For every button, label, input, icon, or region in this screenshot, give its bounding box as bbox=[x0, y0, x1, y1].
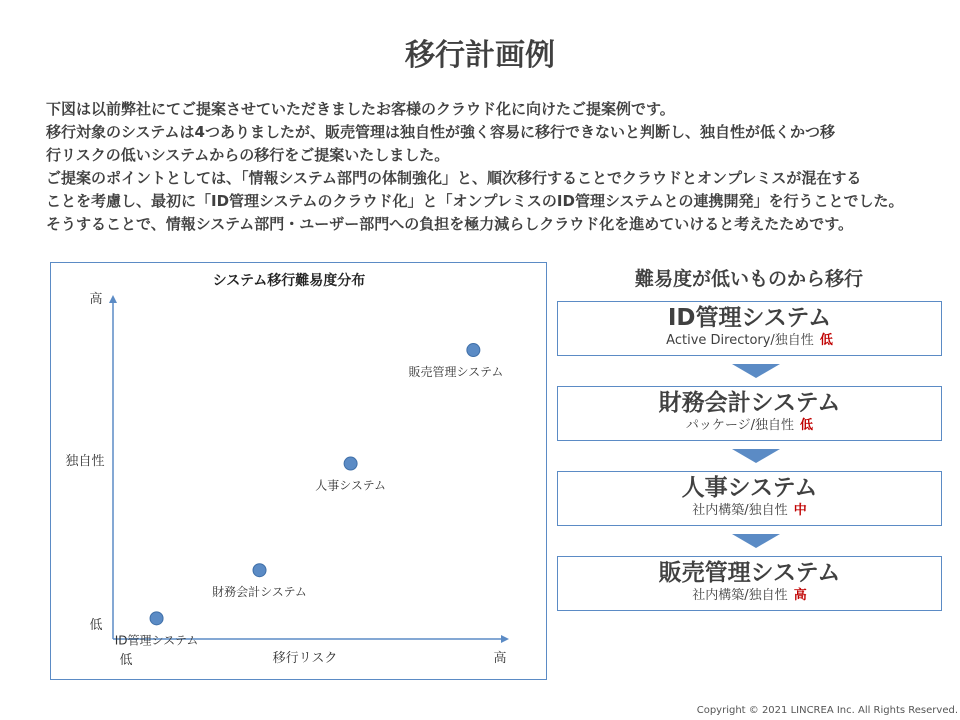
chart-svg bbox=[51, 263, 548, 681]
flow-title: 難易度が低いものから移行 bbox=[634, 268, 863, 290]
flow-step bbox=[557, 471, 942, 526]
flow-step-sub: パッケージ/独自性 bbox=[685, 418, 795, 433]
flow-step-level: 低 bbox=[819, 333, 833, 348]
intro-line: 行リスクの低いシステムからの移行をご提案いたしました。 bbox=[46, 146, 450, 164]
flow-step bbox=[557, 556, 942, 611]
down-arrow-icon bbox=[732, 449, 780, 463]
y-axis-arrow-icon bbox=[109, 295, 117, 303]
flow-step bbox=[557, 301, 942, 356]
flow-step-level: 低 bbox=[800, 418, 814, 433]
flow-step-name: ID管理システム bbox=[667, 305, 832, 331]
flow-step-name: 財務会計システム bbox=[658, 390, 841, 416]
flow-step-sub: Active Directory/独自性 bbox=[666, 333, 814, 348]
flow-step-level: 中 bbox=[793, 503, 807, 518]
intro-line: 移行対象のシステムは4つありましたが、販売管理は独自性が強く容易に移行できないと判断し、独自性が低くかつ移 bbox=[46, 123, 835, 141]
intro-line: ことを考慮し、最初に「ID管理システムのクラウド化」と「オンプレミスのID管理システムとの連携開発」を行うことでした。 bbox=[46, 192, 904, 210]
data-point bbox=[253, 564, 266, 577]
data-point bbox=[150, 612, 163, 625]
intro-text bbox=[46, 98, 936, 236]
flow-step-sub: 社内構築/独自性 bbox=[692, 503, 788, 518]
data-point-label: 人事システム bbox=[315, 478, 387, 493]
points-layer bbox=[115, 344, 504, 648]
intro-line: そうすることで、情報システム部門・ユーザー部門への負担を極力減らしクラウド化を進めていけると考えたためです。 bbox=[46, 215, 854, 233]
y-low-label: 低 bbox=[89, 618, 103, 633]
intro-line: 下図は以前弊社にてご提案させていただきましたお客様のクラウド化に向けたご提案例です。 bbox=[46, 100, 675, 118]
x-low-label: 低 bbox=[119, 653, 133, 668]
down-arrow-icon bbox=[732, 364, 780, 378]
x-axis-label: 移行リスク bbox=[272, 651, 338, 666]
flow-step-name: 販売管理システム bbox=[658, 560, 841, 586]
copyright: Copyright © 2021 LINCREA Inc. All Rights Reserved. bbox=[696, 705, 958, 716]
y-high-label: 高 bbox=[89, 292, 103, 307]
data-point-label: ID管理システム bbox=[114, 633, 199, 648]
y-axis-label: 独自性 bbox=[65, 454, 105, 469]
flow-step-level: 高 bbox=[793, 588, 807, 603]
down-arrow-icon bbox=[732, 534, 780, 548]
data-point-label: 販売管理システム bbox=[408, 365, 504, 380]
difficulty-chart bbox=[50, 262, 547, 680]
data-point bbox=[467, 344, 480, 357]
data-point-label: 財務会計システム bbox=[212, 585, 307, 600]
intro-line: ご提案のポイントとしては、「情報システム部門の体制強化」と、順次移行することでクラウドとオンプレミスが混在する bbox=[46, 169, 862, 187]
chart-title: システム移行難易度分布 bbox=[212, 273, 366, 289]
x-axis-arrow-icon bbox=[501, 635, 509, 643]
flow-step bbox=[557, 386, 942, 441]
flow-step-name: 人事システム bbox=[681, 475, 818, 501]
page-title: 移行計画例 bbox=[405, 38, 555, 73]
x-high-label: 高 bbox=[493, 651, 507, 666]
flow-step-sub: 社内構築/独自性 bbox=[692, 588, 788, 603]
data-point bbox=[344, 457, 357, 470]
